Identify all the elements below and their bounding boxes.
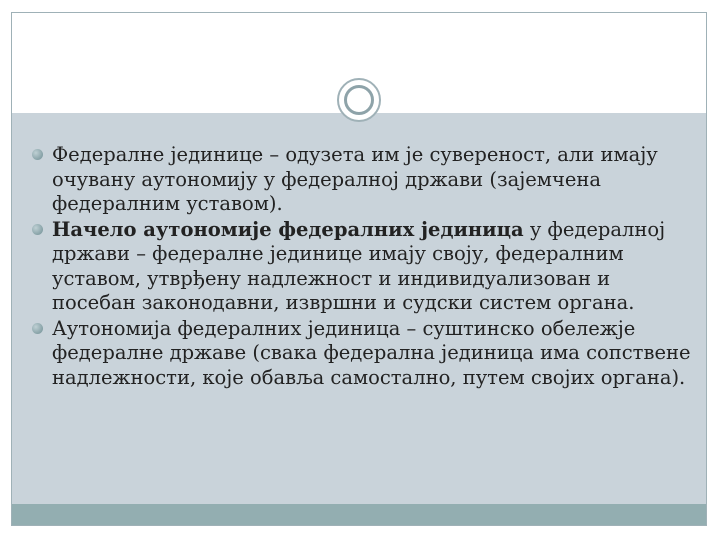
bullet-text-3: Аутономија федералних јединица – суштинско обележје федералне државе (свака федерална јединица има сопствене надлежности, које обавља самостално, путем својих органа). — [52, 316, 691, 389]
circle-ornament-inner — [344, 85, 374, 115]
bullet-item-1 — [32, 143, 692, 217]
bullet-list — [32, 143, 692, 391]
circle-ornament-icon — [337, 78, 381, 122]
bullet-icon — [32, 149, 43, 160]
bullet-icon — [32, 224, 43, 235]
bullet-icon — [32, 323, 43, 334]
bullet-item-3 — [32, 317, 692, 391]
bullet-text-2: у федералној држави – федералне јединице имају своју, федералним уставом, утврђену надлежност и индивидуализован и посебан законодавни, извршни и судски систем органа. — [52, 217, 666, 314]
bottom-bar — [12, 504, 706, 525]
bullet-text-1: Федералне јединице – одузета им је сувереност, али имају очувану аутономију у федералној држави (зајемчена федералним уставом). — [52, 143, 658, 215]
bullet-bold-lead-2: Начело аутономије федералних јединица — [52, 217, 524, 241]
bullet-item-2 — [32, 218, 692, 316]
